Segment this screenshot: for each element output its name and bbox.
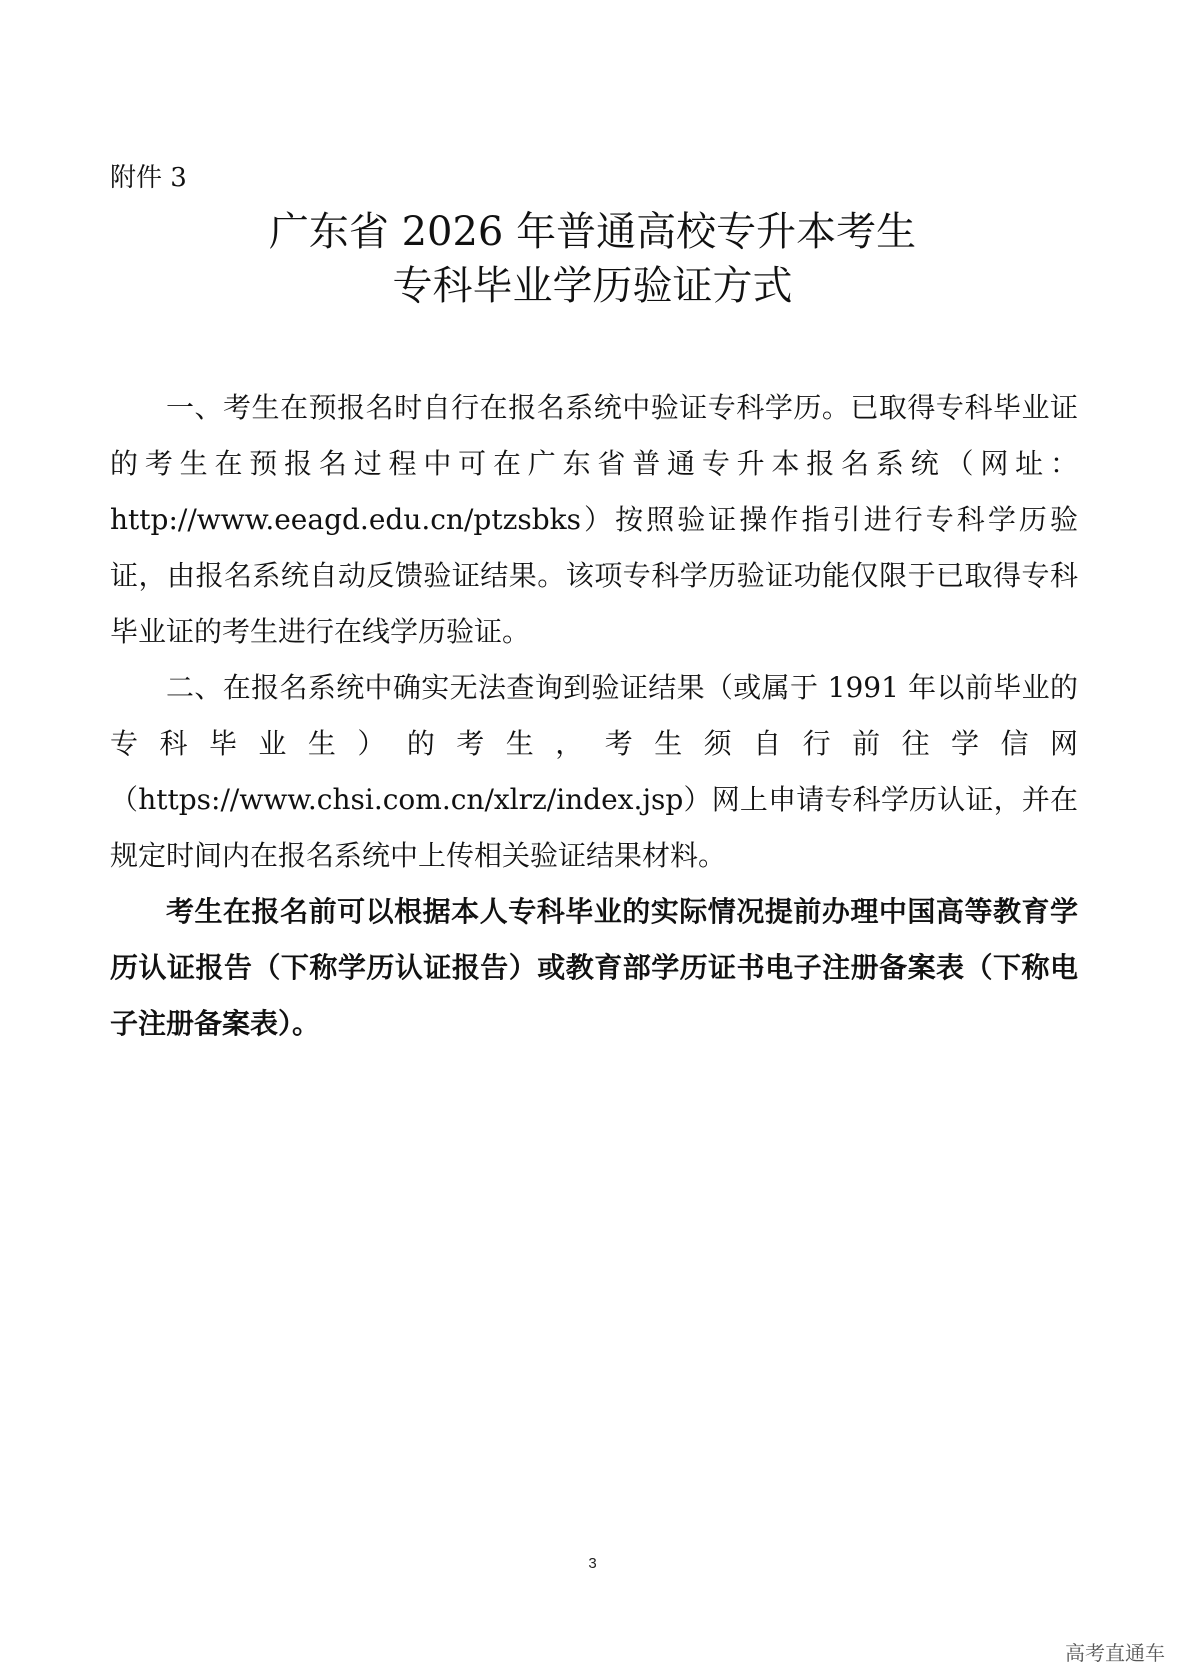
paragraph-1: 一、考生在预报名时自行在报名系统中验证专科学历。已取得专科毕业证的考生在预报名过程中可在广东省普通专升本报名系统（网址：http://www.eeagd.edu.cn/ptzsbks）按照验证操作指引进行专科学历验证，由报名系统自动反馈验证结果。该项专科学历验证功能仅限于已取得专科毕业证的考生进行在线学历验证。 <box>110 391 1078 648</box>
watermark-text: 高考直通车 <box>1065 1641 1165 1665</box>
page-number: 3 <box>588 1555 597 1572</box>
attachment-label: 附件 3 <box>110 163 187 193</box>
document-title-line2: 专科毕业学历验证方式 <box>392 263 793 309</box>
paragraph-3-bold-note: 考生在报名前可以根据本人专科毕业的实际情况提前办理中国高等教育学历认证报告（下称学历认证报告）或教育部学历证书电子注册备案表（下称电子注册备案表）。 <box>110 895 1078 1040</box>
document-body <box>110 380 1078 1052</box>
paragraph-2: 二、在报名系统中确实无法查询到验证结果（或属于 1991 年以前毕业的专科毕业生）的考生，考生须自行前往学信网（https://www.chsi.com.cn/xlrz/index.jsp）网上申请专科学历认证，并在规定时间内在报名系统中上传相关验证结果材料。 <box>110 671 1078 872</box>
document-title-line1: 广东省 2026 年普通高校专升本考生 <box>268 209 917 255</box>
